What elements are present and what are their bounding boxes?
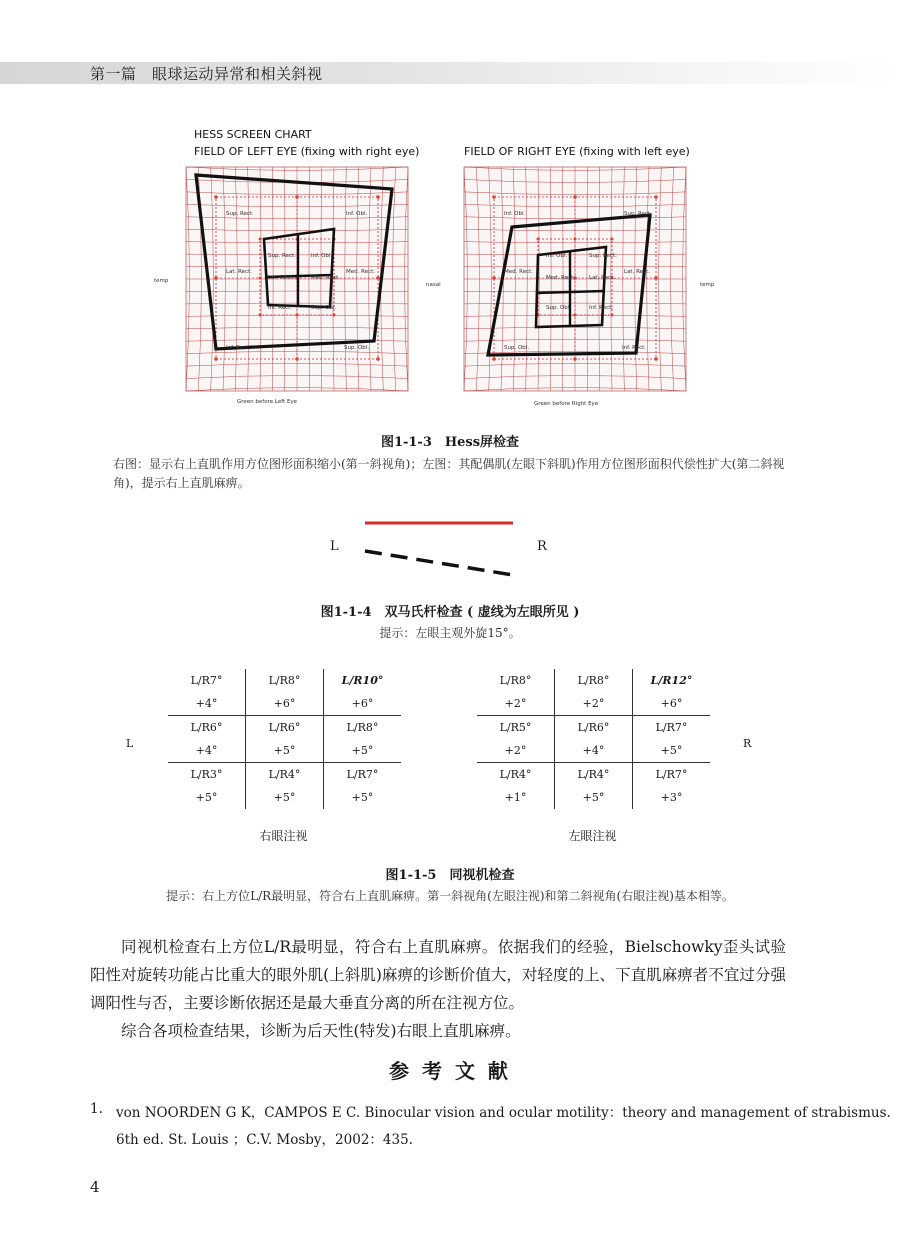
muscle-label: Med. Rect.	[346, 269, 376, 275]
muscle-label: Inf. Obl.	[504, 211, 526, 217]
synopto-cell-value: +5°	[555, 786, 633, 809]
synopto-cell-deviation: L/R3°	[190, 768, 223, 781]
synopto-cell-deviation: L/R10°	[324, 669, 402, 692]
hess-left-chart	[186, 167, 408, 391]
fig3-caption: 图1-1-3 Hess屏检查	[380, 435, 520, 450]
fig4-caption: 图1-1-4 双马氏杆检查 ( 虚线为左眼所见 )	[320, 605, 580, 620]
fixation-dot	[611, 314, 614, 317]
fig5-caption: 图1-1-5 同视机检查	[385, 868, 515, 883]
hess-right-chart	[464, 167, 686, 391]
fig5-note: 提示：右上方位L/R最明显，符合右上直肌麻痹。第一斜视角(左眼注视)和第二斜视角(右眼注视)基本相等。	[166, 889, 734, 903]
fixation-dot	[333, 314, 336, 317]
fixation-dot	[492, 276, 496, 280]
fixation-dot	[376, 195, 380, 199]
muscle-label: Lat. Rect.	[226, 269, 252, 275]
muscle-label: Med. Rect.	[504, 269, 534, 275]
synopto-cell-value: +4°	[168, 692, 246, 716]
left-eye-dashed-line	[365, 551, 513, 575]
synopto-cell-deviation: L/R4°	[246, 763, 324, 787]
synopto-cell-deviation: L/R4°	[555, 763, 633, 787]
muscle-label: Inf. Obl.	[311, 253, 333, 259]
maddox-right-label: R	[537, 539, 547, 554]
synopto-cell-value: +5°	[195, 791, 218, 804]
synopto-left-side-label: L	[126, 737, 134, 750]
fixation-dot	[654, 357, 658, 361]
fixation-dot	[295, 195, 299, 199]
synopto-cell-value: +1°	[504, 791, 527, 804]
fixation-dot	[295, 357, 299, 361]
fixation-dot	[537, 238, 540, 241]
hess-chart-title: HESS SCREEN CHART	[194, 128, 312, 141]
synopto-cell-value: +5°	[633, 739, 711, 763]
muscle-label: Med. Rect.	[311, 275, 341, 281]
synopto-cell-value: +4°	[555, 739, 633, 763]
muscle-label: Sup. Rect.	[226, 211, 254, 217]
muscle-label: Lat. Rect.	[589, 275, 615, 281]
body-paragraph-2: 综合各项检查结果，诊断为后天性(特发)右眼上直肌麻痹。	[121, 1022, 521, 1040]
synopto-cell-value: +2°	[555, 692, 633, 716]
fixation-dot	[259, 277, 262, 280]
synopto-cell-value: +6°	[324, 692, 402, 716]
fig3-note: 右图：显示右上直肌作用方位图形面积缩小(第一斜视角)；左图：其配偶肌(左眼下斜肌)作用方位图形面积代偿性扩大(第二斜视角)，提示右上直肌麻痹。	[113, 457, 785, 490]
fixation-dot	[376, 276, 380, 280]
synopto-cell-value: +2°	[477, 739, 555, 763]
fixation-dot	[573, 357, 577, 361]
muscle-label: Sup. Rect.	[624, 211, 652, 217]
synopto-cell-deviation: L/R8°	[499, 674, 532, 687]
muscle-label: Sup. Obl.	[546, 305, 572, 311]
right-synopto-table	[477, 669, 710, 809]
fixation-dot	[214, 357, 218, 361]
right-footer-label: Green before Right Eye	[534, 401, 599, 407]
references-heading: 参 考 文 献	[389, 1059, 511, 1083]
synopto-cell-value: +4°	[168, 739, 246, 763]
synopto-cell-value: +5°	[324, 786, 402, 809]
fixation-dot	[214, 195, 218, 199]
fig4-note: 提示：左眼主观外旋15°。	[379, 626, 521, 640]
synopto-cell-value: +2°	[477, 692, 555, 716]
muscle-label: Lat. Rect.	[624, 269, 650, 275]
synopto-cell-value: +5°	[324, 739, 402, 763]
muscle-label: Med. Rect.	[546, 275, 576, 281]
synopto-cell-deviation: L/R5°	[499, 721, 532, 734]
muscle-label: Inf. Rect.	[226, 345, 251, 351]
temp-label-left: temp	[154, 278, 169, 284]
synopto-cell-deviation: L/R4°	[499, 768, 532, 781]
fixation-dot	[611, 238, 614, 241]
synopto-cell-deviation: L/R8°	[324, 716, 402, 740]
fixation-dot	[574, 314, 577, 317]
fixation-dot	[574, 238, 577, 241]
fixation-dot	[573, 195, 577, 199]
reference-number: 1.	[90, 1101, 103, 1117]
hess-right-field-title: FIELD OF RIGHT EYE (fixing with left eye)	[464, 145, 690, 158]
hess-screen-charts	[140, 162, 760, 408]
fixation-dot	[492, 195, 496, 199]
synopto-cell-value: +5°	[246, 786, 324, 809]
synopto-cell-deviation: L/R8°	[555, 669, 633, 692]
fixation-dot	[376, 357, 380, 361]
muscle-label: Inf. Obl.	[346, 211, 368, 217]
reference-line-2: 6th ed. St. Louis ；C.V. Mosby，2002：435.	[116, 1132, 413, 1148]
muscle-label: Sup. Obl.	[311, 305, 337, 311]
synopto-cell-value: +5°	[246, 739, 324, 763]
synopto-cell-deviation: L/R7°	[633, 716, 711, 740]
synopto-cell-deviation: L/R6°	[555, 716, 633, 740]
chapter-header: 第一篇 眼球运动异常和相关斜视	[90, 65, 323, 83]
synopto-cell-deviation: L/R7°	[324, 763, 402, 787]
muscle-label: Lat. Rect.	[268, 275, 294, 281]
reference-line-1: von NOORDEN G K，CAMPOS E C. Binocular vision and ocular motility：theory and management of strabismus.	[116, 1105, 891, 1121]
muscle-label: Sup. Obl.	[344, 345, 370, 351]
fixation-dot	[259, 238, 262, 241]
hess-left-field-title: FIELD OF LEFT EYE (fixing with right eye)	[194, 145, 420, 158]
synopto-cell-deviation: L/R8°	[246, 669, 324, 692]
fixation-dot	[654, 276, 658, 280]
fixation-dot	[214, 276, 218, 280]
temp-label-right: temp	[700, 282, 715, 288]
muscle-label: Inf. Obl.	[546, 253, 568, 259]
fixation-dot	[259, 314, 262, 317]
left-table-label: 右眼注视	[259, 829, 308, 843]
body-paragraph-1: 同视机检查右上方位L/R最明显，符合右上直肌麻痹。依据我们的经验，Bielschowky歪头试验阳性对旋转功能占比重大的眼外肌(上斜肌)麻痹的诊断价值大，对轻度的上、下直肌麻痹者不宜过分强调阳性与否，主要诊断依据还是最大垂直分离的所在注视方位。	[90, 938, 786, 1012]
page-number: 4	[90, 1178, 100, 1196]
muscle-label: Sup. Obl.	[504, 345, 530, 351]
left-footer-label: Green before Left Eye	[237, 399, 298, 405]
synopto-cell-deviation: L/R6°	[190, 721, 223, 734]
synopto-right-side-label: R	[743, 737, 752, 750]
fixation-dot	[492, 357, 496, 361]
right-table-label: 左眼注视	[568, 829, 617, 843]
synopto-cell-value: +3°	[633, 786, 711, 809]
synopto-cell-deviation: L/R7°	[190, 674, 223, 687]
muscle-label: Inf. Rect.	[268, 305, 293, 311]
fixation-dot	[296, 314, 299, 317]
muscle-label: Inf. Rect.	[622, 345, 647, 351]
fixation-dot	[654, 195, 658, 199]
synopto-cell-deviation: L/R12°	[633, 669, 711, 692]
muscle-label: Sup. Rect.	[268, 253, 296, 259]
maddox-rod-diagram	[320, 515, 550, 585]
synopto-cell-value: +6°	[246, 692, 324, 716]
muscle-label: Sup. Rect.	[589, 253, 617, 259]
maddox-left-label: L	[330, 539, 339, 554]
synopto-cell-deviation: L/R7°	[633, 763, 711, 787]
nasal-label: nasal	[426, 282, 441, 288]
left-synopto-table	[168, 669, 401, 809]
synopto-cell-deviation: L/R6°	[246, 716, 324, 740]
muscle-label: Inf. Rect.	[589, 305, 614, 311]
synopto-cell-value: +6°	[633, 692, 711, 716]
